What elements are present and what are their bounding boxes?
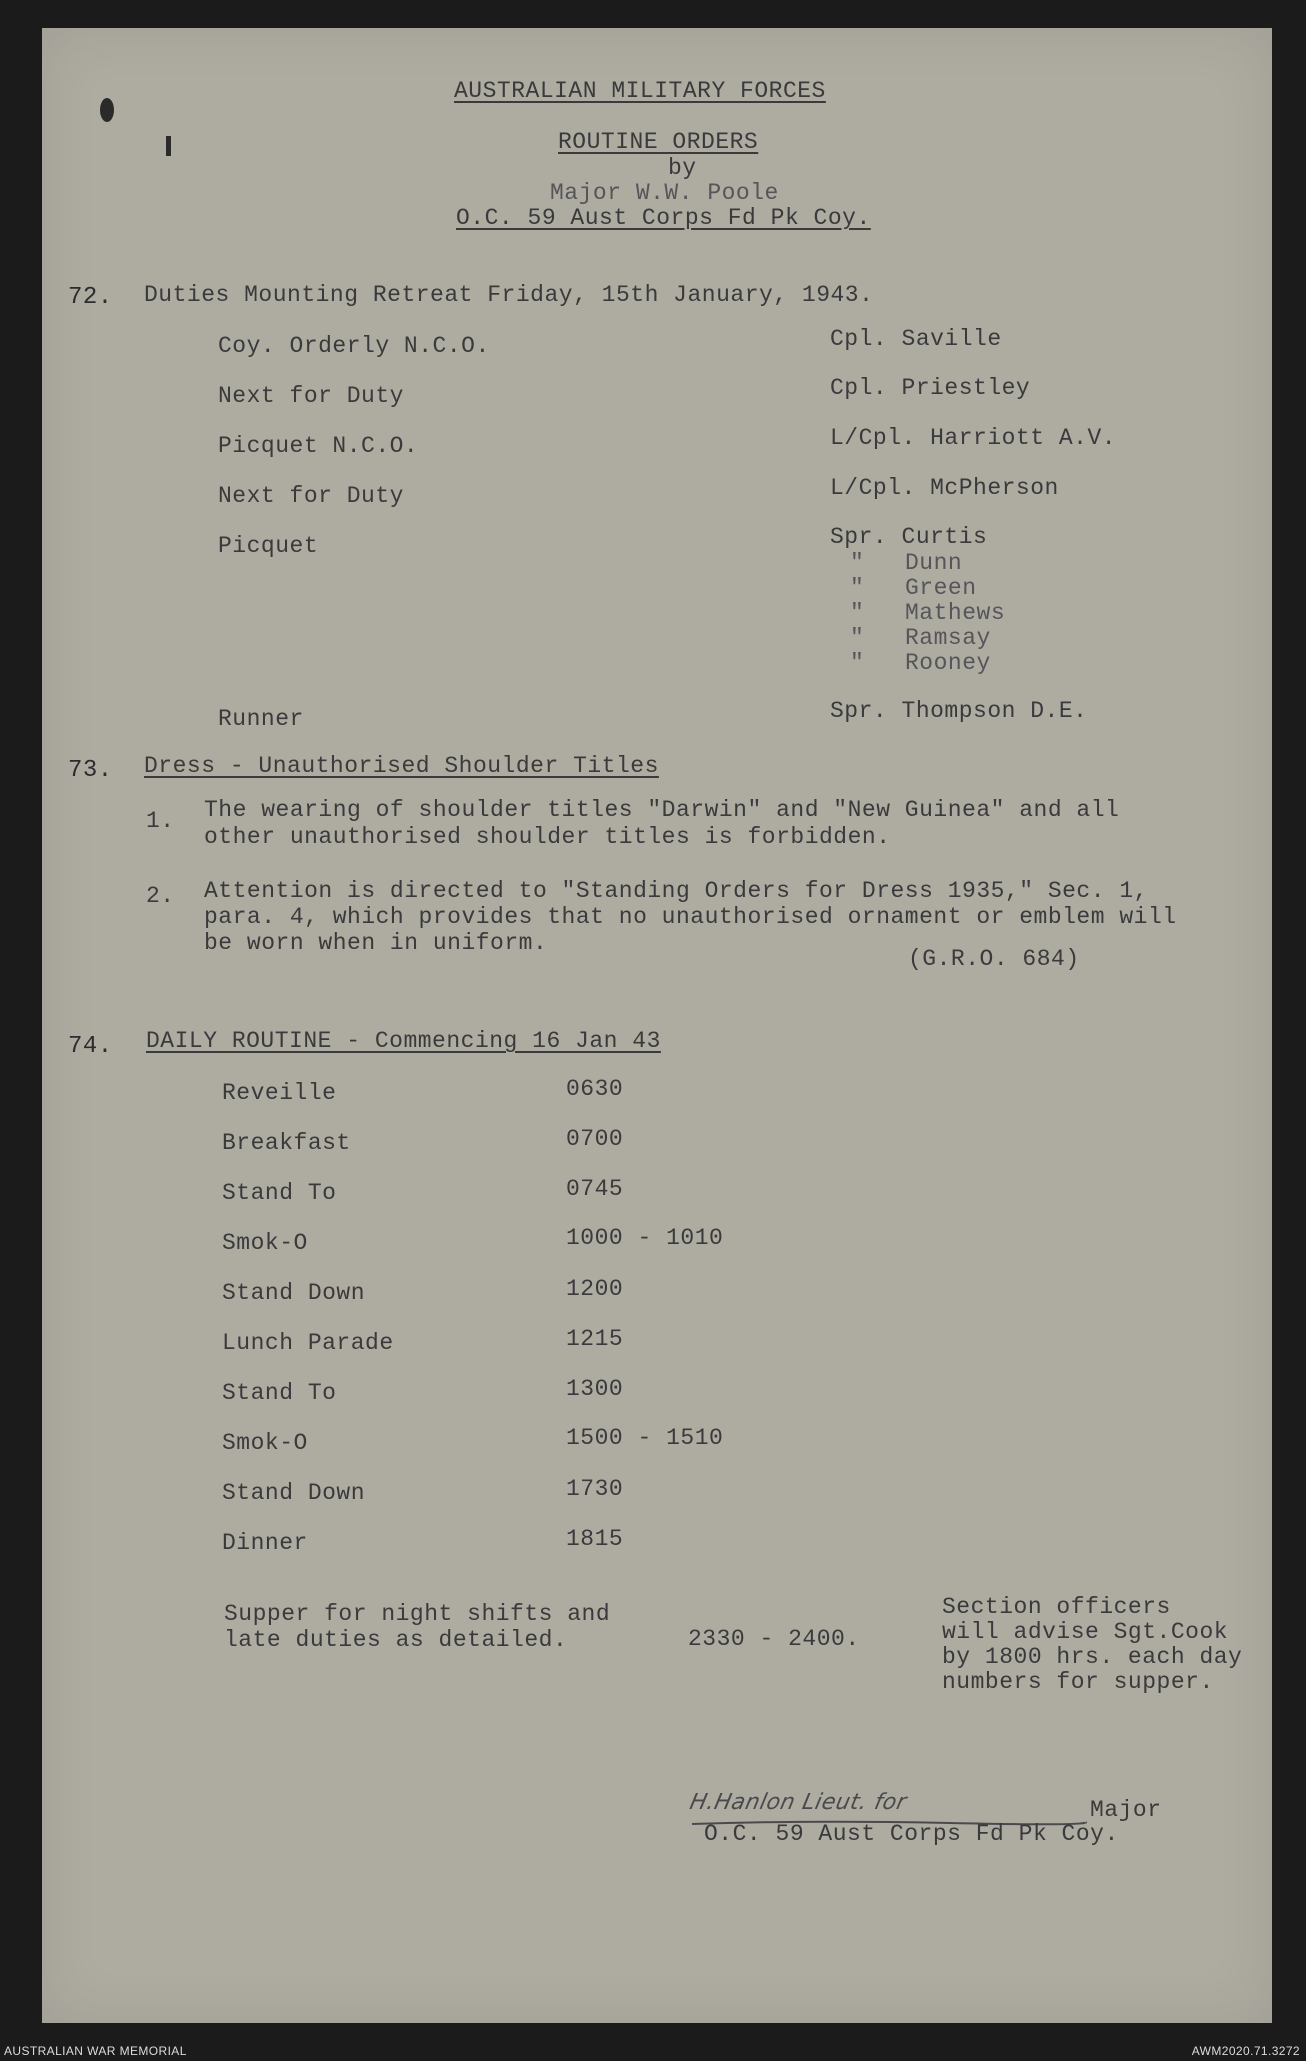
signature-rank: Major — [1090, 1797, 1162, 1823]
item-text: para. 4, which provides that no unauthorised ornament or emblem will — [204, 904, 1177, 930]
picquet-member: Green — [905, 575, 977, 601]
item-text: Attention is directed to "Standing Orders for Dress 1935," Sec. 1, — [204, 878, 1148, 904]
section-72-number: 72. — [68, 284, 113, 311]
ditto-mark: " — [850, 600, 865, 626]
supper-note: Section officers — [942, 1594, 1171, 1620]
item-text: The wearing of shoulder titles "Darwin" and "New Guinea" and all — [204, 797, 1120, 823]
routine-event: Stand Down — [222, 1480, 366, 1506]
routine-time: 0630 — [566, 1076, 624, 1102]
picquet-member: Rooney — [905, 650, 991, 676]
duty-person: Cpl. Priestley — [830, 375, 1031, 401]
routine-event: Stand Down — [222, 1280, 366, 1306]
duty-role: Picquet — [218, 533, 319, 559]
duty-role: Next for Duty — [218, 383, 404, 409]
supper-text: late duties as detailed. — [224, 1627, 568, 1653]
doc-by: by — [668, 155, 697, 181]
ditto-mark: " — [850, 575, 865, 601]
section-73-heading: Dress - Unauthorised Shoulder Titles — [144, 753, 659, 779]
routine-time: 1000 - 1010 — [566, 1225, 724, 1251]
doc-subtitle: ROUTINE ORDERS — [558, 129, 759, 155]
punch-mark — [100, 98, 114, 122]
duty-person: Cpl. Saville — [830, 326, 1002, 352]
order-reference: (G.R.O. 684) — [908, 946, 1080, 972]
item-number: 2. — [146, 883, 175, 909]
ditto-mark: " — [850, 550, 865, 576]
duty-person: L/Cpl. Harriott A.V. — [830, 425, 1117, 451]
supper-note: numbers for supper. — [942, 1669, 1214, 1695]
punch-mark — [166, 136, 171, 156]
signature-handwriting: H.Hanlon Lieut. for — [687, 1790, 909, 1815]
doc-author: Major W.W. Poole — [550, 180, 779, 206]
duty-role: Picquet N.C.O. — [218, 433, 419, 459]
ditto-mark: " — [850, 650, 865, 676]
duty-person: L/Cpl. McPherson — [830, 475, 1059, 501]
routine-event: Lunch Parade — [222, 1330, 394, 1356]
supper-note: by 1800 hrs. each day — [942, 1644, 1243, 1670]
routine-time: 1215 — [566, 1326, 624, 1352]
section-74-heading: DAILY ROUTINE - Commencing 16 Jan 43 — [146, 1028, 661, 1054]
item-text: be worn when in uniform. — [204, 930, 548, 956]
duty-role: Next for Duty — [218, 483, 404, 509]
routine-event: Reveille — [222, 1080, 337, 1106]
routine-event: Breakfast — [222, 1130, 351, 1156]
routine-time: 1500 - 1510 — [566, 1425, 724, 1451]
routine-time: 1300 — [566, 1376, 624, 1402]
document-page — [42, 28, 1272, 2023]
duty-role: Coy. Orderly N.C.O. — [218, 333, 490, 359]
runner-person: Spr. Thompson D.E. — [830, 698, 1088, 724]
supper-time: 2330 - 2400. — [688, 1626, 860, 1652]
supper-text: Supper for night shifts and — [224, 1601, 611, 1627]
footer-credit: AUSTRALIAN WAR MEMORIAL — [4, 2044, 187, 2058]
item-number: 1. — [146, 808, 175, 834]
supper-note: will advise Sgt.Cook — [942, 1619, 1229, 1645]
footer-catalogue-number: AWM2020.71.3272 — [1191, 2044, 1300, 2058]
signature-unit: O.C. 59 Aust Corps Fd Pk Coy. — [704, 1821, 1119, 1847]
ditto-mark: " — [850, 625, 865, 651]
picquet-member: Dunn — [905, 550, 963, 576]
routine-event: Smok-O — [222, 1230, 308, 1256]
routine-event: Smok-O — [222, 1430, 308, 1456]
item-text: other unauthorised shoulder titles is forbidden. — [204, 824, 891, 850]
picquet-member: Mathews — [905, 600, 1006, 626]
section-72-heading: Duties Mounting Retreat Friday, 15th January, 1943. — [144, 282, 874, 308]
routine-event: Stand To — [222, 1380, 337, 1406]
duty-person: Spr. Curtis — [830, 524, 988, 550]
picquet-member: Ramsay — [905, 625, 991, 651]
routine-time: 1730 — [566, 1476, 624, 1502]
routine-event: Dinner — [222, 1530, 308, 1556]
routine-time: 1200 — [566, 1276, 624, 1302]
routine-time: 1815 — [566, 1526, 624, 1552]
routine-time: 0700 — [566, 1126, 624, 1152]
doc-title: AUSTRALIAN MILITARY FORCES — [454, 78, 826, 104]
section-74-number: 74. — [68, 1033, 113, 1060]
section-73-number: 73. — [68, 757, 113, 784]
doc-unit: O.C. 59 Aust Corps Fd Pk Coy. — [456, 205, 871, 231]
routine-event: Stand To — [222, 1180, 337, 1206]
runner-role: Runner — [218, 706, 304, 732]
routine-time: 0745 — [566, 1176, 624, 1202]
